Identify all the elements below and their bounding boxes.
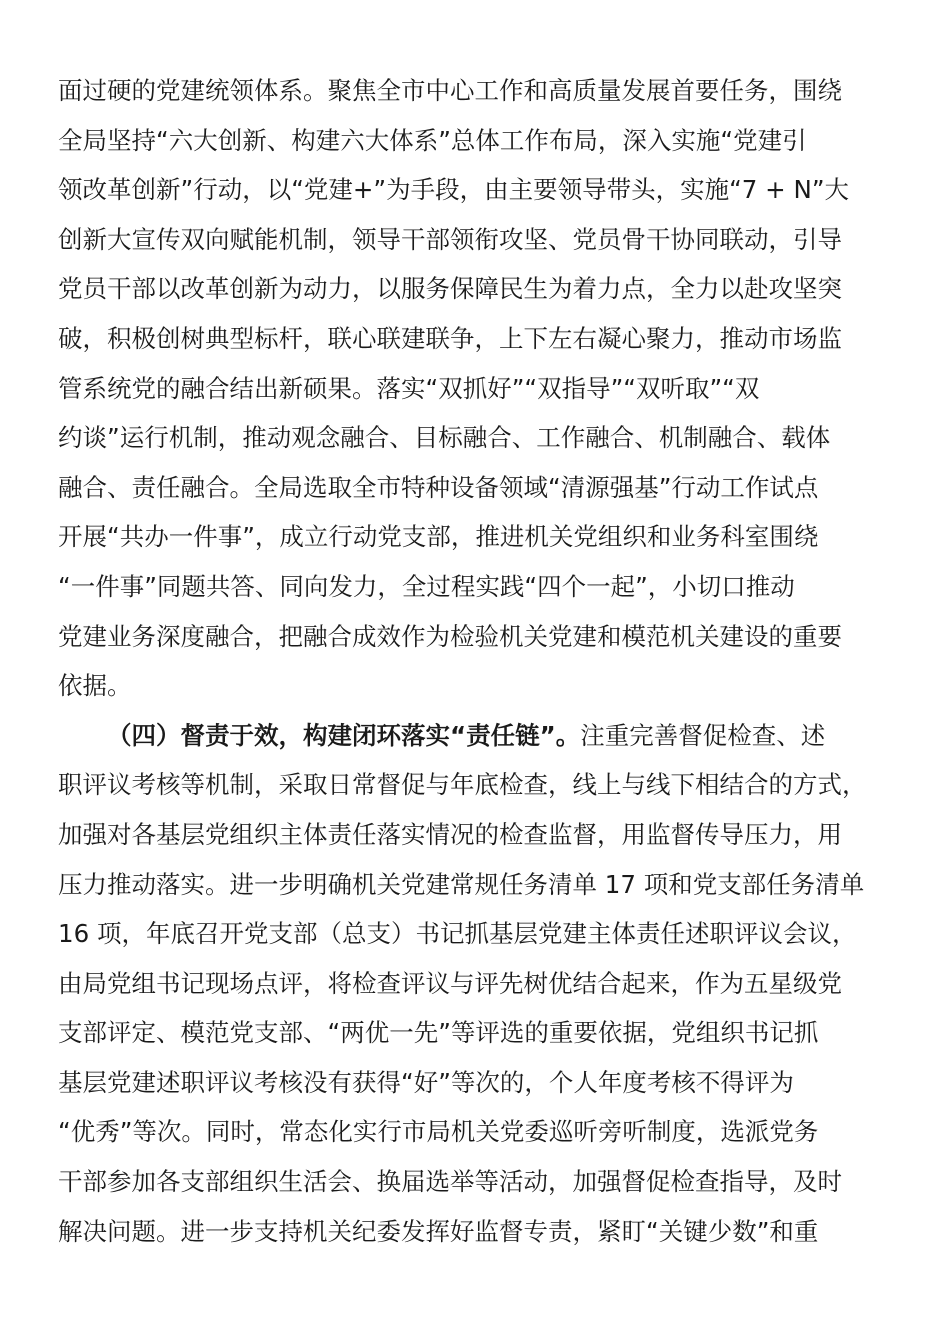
- paragraph-line: 由局党组书记现场点评，将检查评议与评先树优结合起来，作为五星级党: [58, 968, 842, 998]
- paragraph-line: 解决问题。进一步支持机关纪委发挥好监督专责，紧盯“关键少数”和重: [58, 1216, 819, 1246]
- paragraph-line: 管系统党的融合结出新硕果。落实“双抓好”“双指导”“双听取”“双: [58, 373, 760, 403]
- paragraph-line: 依据。: [58, 671, 132, 701]
- paragraph-line: 党建业务深度融合，把融合成效作为检验机关党建和模范机关建设的重要: [58, 621, 842, 651]
- paragraph-line: 干部参加各支部组织生活会、换届选举等活动，加强督促检查指导，及时: [58, 1167, 842, 1197]
- paragraph-line: 职评议考核等机制，采取日常督促与年底检查，线上与线下相结合的方式，: [58, 770, 867, 800]
- paragraph-line: “优秀”等次。同时，常态化实行市局机关党委巡听旁听制度，选派党务: [58, 1117, 819, 1147]
- paragraph-line: 领改革创新”行动，以“党建+”为手段，由主要领导带头，实施“7 + N”大: [58, 175, 850, 205]
- document-body: [58, 66, 894, 1256]
- paragraph-line: 面过硬的党建统领体系。聚焦全市中心工作和高质量发展首要任务，围绕: [58, 76, 842, 105]
- paragraph-line: 加强对各基层党组织主体责任落实情况的检查监督，用监督传导压力，用: [58, 819, 842, 849]
- paragraph-line: 融合、责任融合。全局选取全市特种设备领域“清源强基”行动工作试点: [58, 472, 819, 502]
- paragraph-line: 党员干部以改革创新为动力，以服务保障民生为着力点，全力以赴攻坚突: [58, 274, 842, 304]
- paragraph-line: 创新大宣传双向赋能机制，领导干部领衔攻坚、党员骨干协同联动，引导: [58, 224, 842, 254]
- paragraph-1: [58, 66, 894, 711]
- paragraph-line-text: 注重完善督促检查、述: [580, 720, 826, 750]
- section-heading: （四）督责于效，构建闭环落实“责任链”。: [107, 720, 581, 750]
- paragraph-line: 破，积极创树典型标杆，联心联建联争，上下左右凝心聚力，推动市场监: [58, 323, 842, 353]
- paragraph-line: 支部评定、模范党支部、“两优一先”等评选的重要依据，党组织书记抓: [58, 1018, 819, 1048]
- paragraph-line: “一件事”同题共答、同向发力，全过程实践“四个一起”，小切口推动: [58, 571, 795, 601]
- paragraph-line: 约谈”运行机制，推动观念融合、目标融合、工作融合、机制融合、载体: [58, 423, 831, 453]
- paragraph-line: 基层党建述职评议考核没有获得“好”等次的，个人年度考核不得评为: [58, 1067, 794, 1097]
- paragraph-line: 16 项，年底召开党支部（总支）书记抓基层党建主体责任述职评议会议，: [58, 919, 857, 949]
- paragraph-first-line: [58, 711, 894, 761]
- paragraph-line: 压力推动落实。进一步明确机关党建常规任务清单 17 项和党支部任务清单: [58, 869, 865, 899]
- paragraph-line: 全局坚持“六大创新、构建六大体系”总体工作布局，深入实施“党建引: [58, 125, 807, 155]
- paragraph-line: 开展“共办一件事”，成立行动党支部，推进机关党组织和业务科室围绕: [58, 522, 819, 552]
- paragraph-2: [58, 711, 894, 1257]
